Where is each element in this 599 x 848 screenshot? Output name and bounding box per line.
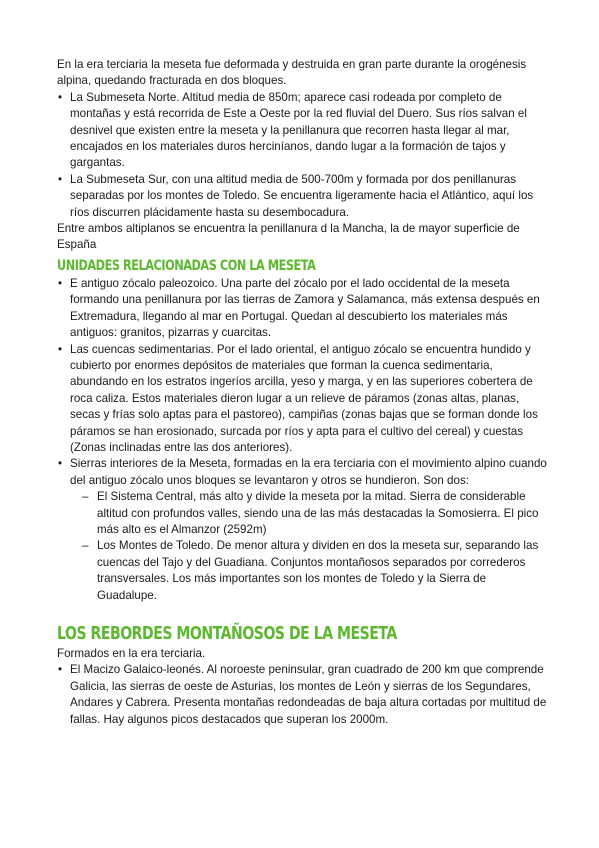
- document-page: [57, 57, 547, 728]
- section-heading-unidades: UNIDADES RELACIONADAS CON LA MESETA: [57, 257, 316, 274]
- between-paragraph: Entre ambos altiplanos se encuentra la penillanura d la Mancha, la de mayor superficie de España: [57, 222, 520, 252]
- list-item: • E antiguo zócalo paleozoico. Una parte del zócalo por el lado occidental de la meseta formando una penillanura por las tierras de Zamora y Salamanca, más extensa después en Extremadura, llegando al mar en Portugal. Quedan al descubierto los materiales más antiguos: granitos, pizarras y cuarcitas.: [57, 276, 547, 342]
- sierras-sublist: [78, 489, 547, 604]
- section-intro: Formados en la era terciaria.: [57, 647, 206, 660]
- list-item: • La Submeseta Norte. Altitud media de 850m; aparece casi rodeada por completo de montañas y está recorrida de Este a Oeste por la red fluvial del Duero. Sus ríos salvan el desnivel que existen entre la meseta y la penillanura que recorren hasta llegar al mar, encajados en los materiales duros herciníanos, dando lugar a la formación de tajos y gargantas.: [57, 90, 547, 172]
- sublist-item: – Los Montes de Toledo. De menor altura y dividen en dos la meseta sur, separando las cuencas del Tajo y del Guadiana. Conjuntos montañosos separados por correderos transversales. Los más importantes son los montes de Toledo y la Sierra de Guadalupe.: [78, 538, 547, 604]
- submeseta-list: [57, 90, 547, 221]
- unidades-list: [57, 276, 547, 604]
- list-item: • El Macizo Galaico-leonés. Al noroeste peninsular, gran cuadrado de 200 km que comprende Galicia, las sierras de oeste de Asturias, los montes de León y sierras de los Segundares, Andares y Cabrera. Presenta montañas redondeadas de baja altura cortadas por multitud de fallas. Hay algunos picos destacados que superan los 2000m.: [57, 662, 547, 728]
- list-item: • Las cuencas sedimentarias. Por el lado oriental, el antiguo zócalo se encuentra hundido y cubierto por enormes depósitos de materiales que forman la cuenca sedimentaria, abundando en los estratos ingeríos arcilla, yeso y marga, y en las superiores cobertera de roca caliza. Estos materiales dieron lugar a un relieve de páramos (zonas altas, planas, secas y frías solo aptas para el pastoreo), campiñas (zonas bajas que se forman donde los páramos se han erosionado, surcada por ríos y apta para el cultivo del cereal) y cuestas (Zonas inclinadas entre las dos anteriores).: [57, 342, 547, 457]
- list-item: [57, 456, 547, 604]
- sublist-item: – El Sistema Central, más alto y divide la meseta por la mitad. Sierra de considerable altitud con profundos valles, siendo una de las más destacadas la Somosierra. El pico más alto es el Almanzor (2592m): [78, 489, 547, 538]
- intro-paragraph: En la era terciaria la meseta fue deformada y destruida en gran parte durante la orogénesis alpina, quedando fracturada en dos bloques.: [57, 58, 527, 88]
- list-item: • La Submeseta Sur, con una altitud media de 500-700m y formada por dos penillanuras separadas por los montes de Toledo. Se encuentra ligeramente hacia el Atlántico, aquí los ríos discurren plácidamente hasta su desembocadura.: [57, 172, 547, 221]
- section-heading-rebordes: LOS REBORDES MONTAÑOSOS DE LA MESETA: [57, 623, 397, 644]
- list-item-text: Sierras interiores de la Meseta, formadas en la era terciaria con el movimiento alpino cuando del antiguo zócalo unos bloques se levantaron y otros se hundieron. Son dos:: [70, 457, 547, 487]
- rebordes-list: [57, 662, 547, 728]
